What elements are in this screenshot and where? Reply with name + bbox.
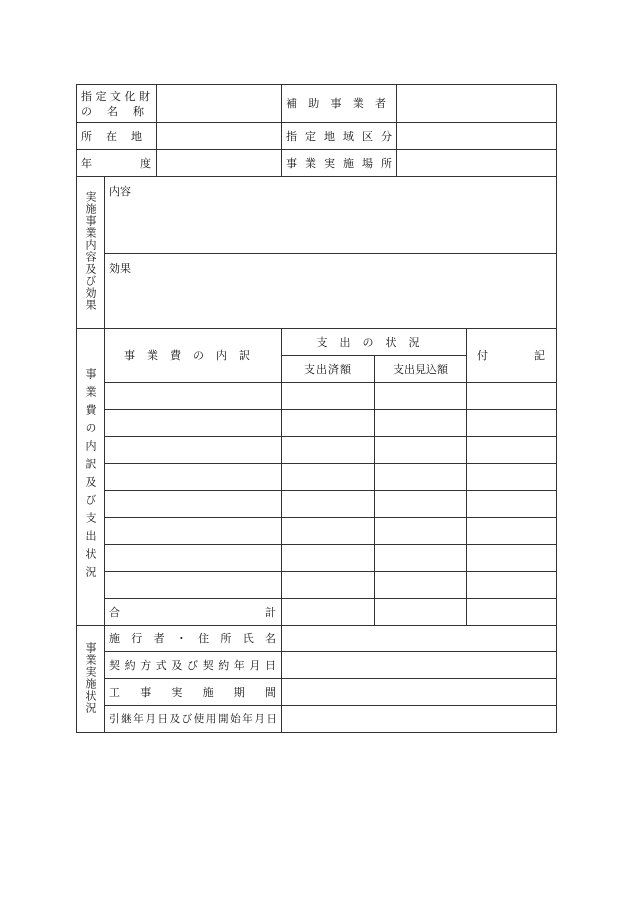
notes-cell[interactable] xyxy=(467,491,557,518)
status-value[interactable] xyxy=(282,626,557,652)
work-site-label: 事業実施場所 xyxy=(282,150,397,177)
breakdown-header-text: 事業費の内訳 xyxy=(124,349,262,362)
projected-cell[interactable] xyxy=(375,383,467,410)
designated-name-text: 指定文化財の 名 称 xyxy=(81,89,152,118)
notes-cell[interactable] xyxy=(467,545,557,572)
designated-name-value[interactable] xyxy=(157,85,282,123)
year-value[interactable] xyxy=(157,150,282,177)
implementation-section-text: 実施事業内容及び効果 xyxy=(84,191,97,311)
spent-cell[interactable] xyxy=(282,518,375,545)
status-value[interactable] xyxy=(282,652,557,679)
cost-item-cell[interactable] xyxy=(105,437,282,464)
cost-section-label xyxy=(77,329,105,626)
total-label: 合計 xyxy=(105,599,282,626)
year-label: 年度 xyxy=(77,150,157,177)
total-row xyxy=(77,599,557,626)
notes-cell[interactable] xyxy=(467,410,557,437)
spent-cell[interactable] xyxy=(282,464,375,491)
cost-row xyxy=(77,464,557,491)
cost-row xyxy=(77,572,557,599)
status-value[interactable] xyxy=(282,679,557,706)
cost-item-cell[interactable] xyxy=(105,410,282,437)
spent-cell[interactable] xyxy=(282,383,375,410)
location-label: 所在地 xyxy=(77,123,157,150)
cost-item-cell[interactable] xyxy=(105,572,282,599)
notes-cell[interactable] xyxy=(467,437,557,464)
total-spent-cell[interactable] xyxy=(282,599,375,626)
spent-cell[interactable] xyxy=(282,545,375,572)
cost-item-cell[interactable] xyxy=(105,518,282,545)
content-field[interactable] xyxy=(105,177,557,254)
spent-header: 支出済額 xyxy=(282,356,375,383)
spent-cell[interactable] xyxy=(282,491,375,518)
cost-item-cell[interactable] xyxy=(105,464,282,491)
cost-item-cell[interactable] xyxy=(105,545,282,572)
projected-cell[interactable] xyxy=(375,464,467,491)
status-row-label: 工事実施期間 xyxy=(105,679,282,706)
notes-cell[interactable] xyxy=(467,464,557,491)
notes-header: 付記 xyxy=(467,329,557,383)
projected-cell[interactable] xyxy=(375,410,467,437)
spent-cell[interactable] xyxy=(282,572,375,599)
projected-cell[interactable] xyxy=(375,518,467,545)
cost-item-cell[interactable] xyxy=(105,491,282,518)
designated-name-label xyxy=(77,85,157,123)
total-notes-cell[interactable] xyxy=(467,599,557,626)
status-value[interactable] xyxy=(282,706,557,733)
designated-area-value[interactable] xyxy=(397,123,557,150)
notes-cell[interactable] xyxy=(467,572,557,599)
cost-row xyxy=(77,491,557,518)
designated-area-label: 指定地域区分 xyxy=(282,123,397,150)
work-site-value[interactable] xyxy=(397,150,557,177)
cost-row xyxy=(77,437,557,464)
cost-row xyxy=(77,518,557,545)
projected-cell[interactable] xyxy=(375,545,467,572)
breakdown-header xyxy=(105,329,282,383)
projected-cell[interactable] xyxy=(375,572,467,599)
status-row-label: 契約方式及び契約年月日 xyxy=(105,652,282,679)
effect-field[interactable] xyxy=(105,254,557,329)
notes-cell[interactable] xyxy=(467,518,557,545)
projected-cell[interactable] xyxy=(375,437,467,464)
status-row-label: 引継年月日及び使用開始年月日 xyxy=(105,706,282,733)
implementation-section-label xyxy=(77,177,105,329)
operator-value[interactable] xyxy=(397,85,557,123)
subsidy-report-form xyxy=(76,84,556,733)
status-section-text: 事業実施状況 xyxy=(84,641,97,714)
cost-item-cell[interactable] xyxy=(105,383,282,410)
cost-section-text: 事業費の内訳及び支出状況 xyxy=(84,367,97,584)
expense-status-header: 支出の状況 xyxy=(282,329,467,356)
cost-row xyxy=(77,410,557,437)
status-section-label xyxy=(77,626,105,733)
projected-header: 支出見込額 xyxy=(375,356,467,383)
operator-label: 補助事業者 xyxy=(282,85,397,123)
form-table xyxy=(76,84,557,733)
projected-cell[interactable] xyxy=(375,491,467,518)
spent-cell[interactable] xyxy=(282,437,375,464)
content-label: 内容 xyxy=(109,185,131,198)
cost-row xyxy=(77,383,557,410)
notes-cell[interactable] xyxy=(467,383,557,410)
total-projected-cell[interactable] xyxy=(375,599,467,626)
cost-row xyxy=(77,545,557,572)
location-value[interactable] xyxy=(157,123,282,150)
spent-cell[interactable] xyxy=(282,410,375,437)
status-row-label: 施行者・住所氏名 xyxy=(105,626,282,652)
effect-label: 効果 xyxy=(109,262,131,275)
